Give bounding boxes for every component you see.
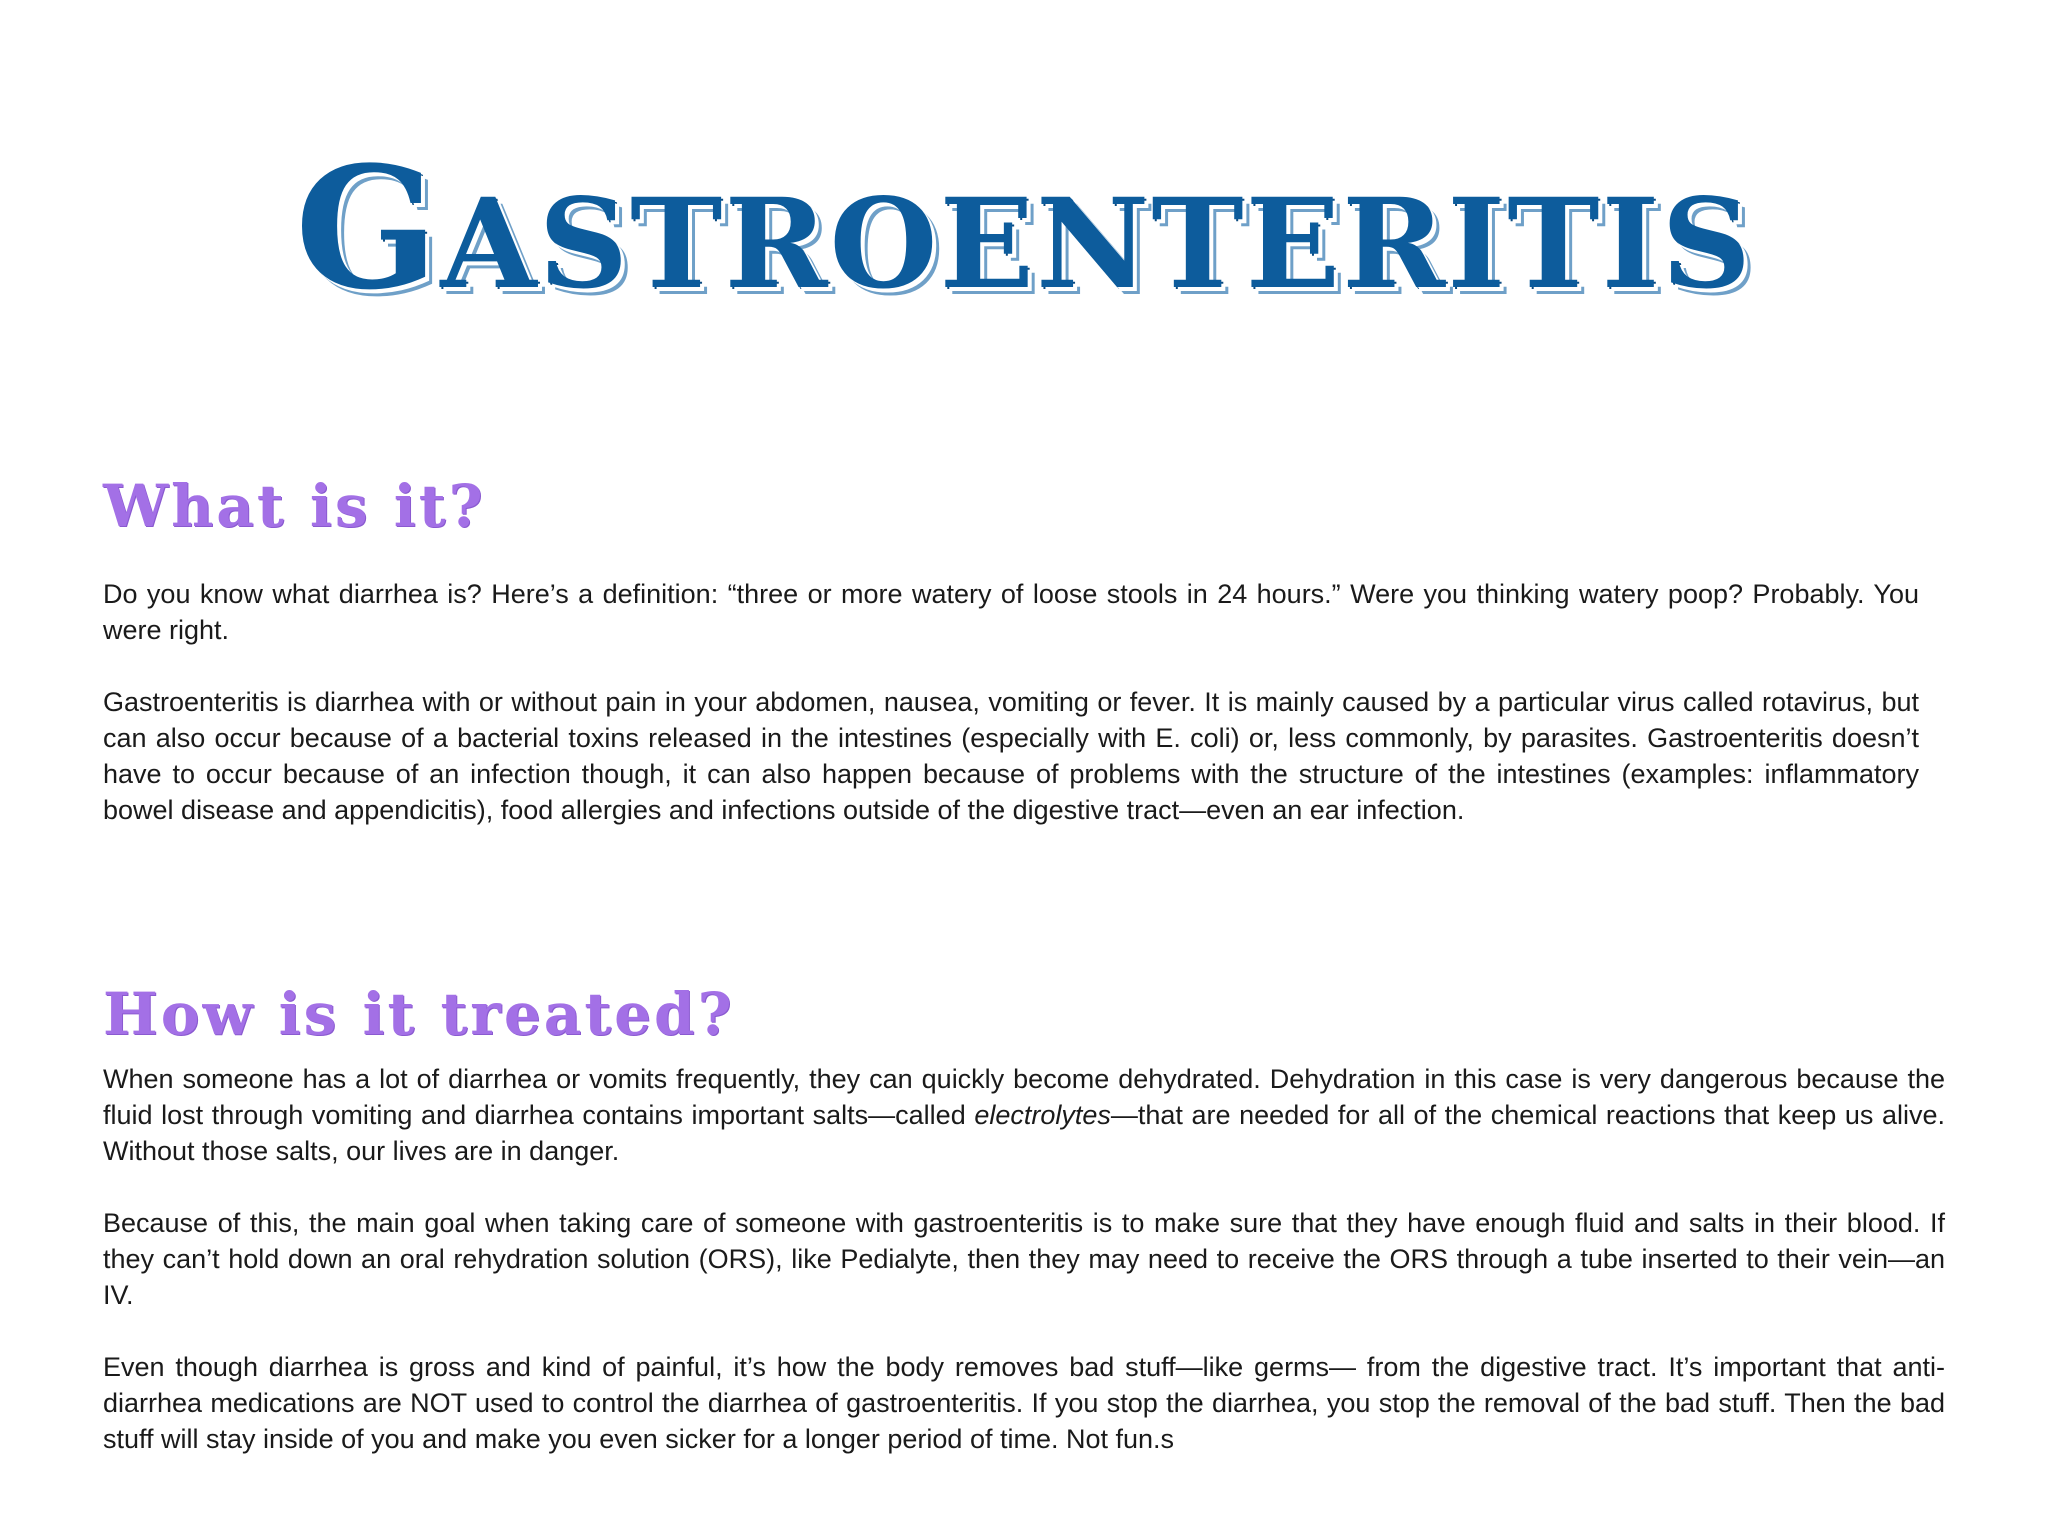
paragraph-dehydration-text-2: —that are needed for all of the chemical reactions that keep us alive. Without those salts, our lives are in danger. (103, 1100, 1946, 1166)
electrolytes-term: electrolytes (974, 1100, 1111, 1130)
paragraph-definition: Do you know what diarrhea is? Here’s a definition: “three or more watery of loose stools in 24 hours.” Were you thinking watery poop? Probably. You were right. (103, 579, 1919, 645)
paragraph-dehydration-text-1: When someone has a lot of diarrhea or vomits frequently, they can quickly become dehydrated. Dehydration in this case is very dangerous because the fluid lost through vomiting and diarrhea contains important salts—called (103, 1064, 1945, 1130)
title-rest: ASTROENTERITIS (440, 172, 1754, 317)
paragraph-treatment-goal: Because of this, the main goal when taking care of someone with gastroenteritis is to make sure that they have enough fluid and salts in their blood. If they can’t hold down an oral rehydration solution (ORS), like Pedialyte, then they may need to receive the ORS through a tube inserted to their vein—an IV. (103, 1208, 1945, 1310)
title-initial: G (294, 129, 441, 327)
paragraph-dehydration (103, 1061, 1945, 1169)
section-heading-what-is-it: What is it? (103, 472, 486, 540)
paragraph-causes: Gastroenteritis is diarrhea with or without pain in your abdomen, nausea, vomiting or fever. It is mainly caused by a particular virus called rotavirus, but can also occur because of a bacterial toxins released in the intestines (especially with E. coli) or, less commonly, by parasites. Gastroenteritis doesn’t have to occur because of an infection though, it can also happen because of problems with the structure of the intestines (examples: inflammatory bowel disease and appendicitis), food allergies and infections outside of the digestive tract—even an ear infection. (103, 687, 1919, 825)
page-title (0, 129, 2048, 327)
section-heading-how-treated: How is it treated? (103, 980, 735, 1048)
paragraph-anti-diarrhea-warning: Even though diarrhea is gross and kind of painful, it’s how the body removes bad stuff—like germs— from the digestive tract. It’s important that anti-diarrhea medications are NOT used to control the diarrhea of gastroenteritis. If you stop the diarrhea, you stop the removal of the bad stuff. Then the bad stuff will stay inside of you and make you even sicker for a longer period of time. Not fun.s (103, 1352, 1945, 1454)
